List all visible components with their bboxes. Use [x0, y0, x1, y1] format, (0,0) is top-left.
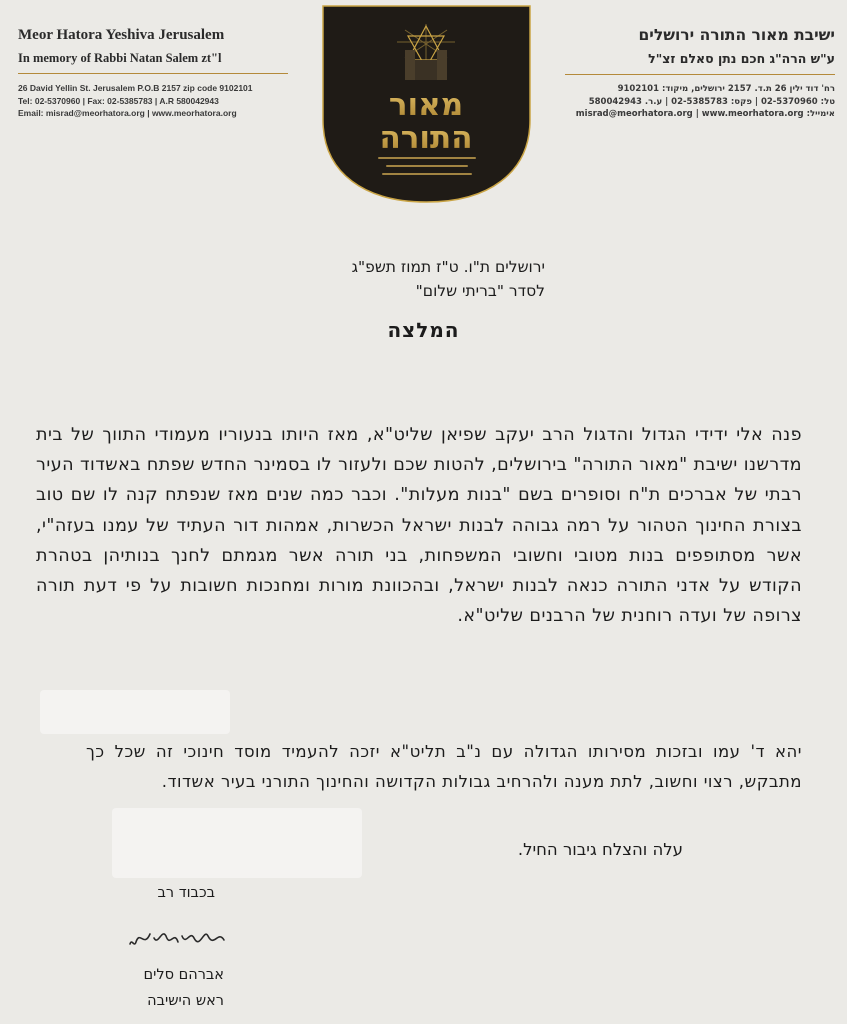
phone-hebrew: טל: 02-5370960 | פקס: 02-5385783 | ע.ר. 580042943	[588, 96, 835, 107]
institution-name-hebrew: ישיבת מאור התורה ירושלים	[638, 26, 835, 44]
letter-regards: בכבוד רב	[157, 885, 215, 901]
letter-paragraph: פנה אלי ידידי הגדול והדגול הרב יעקב שפיאן שליט"א, מאז היותו בנעוריו מעמודי התווך של בית מדרשנו ישיבת "מאור התורה" בירושלים, להטות שכם ולעזור לו בסמינר החדש שפתח באשדוד העיר רבתי של אברכים ת"ח וסופרים בשם "בנות מעלות". וכבר כמה שנים מאז שנפתח קנה לו שם טוב בצורת החינוך הטהור על רמה גבוהה לבנות ישראל הכשרות, אמהות דור העתיד של עמנו בעזה"י, אשר מסתופפים בנות מטובי וחשובי המשפחות, בני תורה אשר מגמתם לחנך בנותיהן בטהרת הקודש על אדני התורה כנאה לבנות ישראל, ובהכוונת מורות ומחנכות חשובות על פי דעת תורה צרופה של ועדה רוחנית של הרבנים שליט"א.	[36, 425, 802, 627]
logo-text-line2: התורה	[379, 120, 473, 156]
phone-english: Tel: 02-5370960 | Fax: 02-5385783 | A.R 580042943	[18, 95, 219, 106]
letterhead-english	[18, 26, 308, 120]
memorial-line-hebrew: ע"ש הרה"ג חכם נתן סאלם זצ"ל	[648, 51, 835, 66]
email-english: Email: misrad@meorhatora.org | www.meorhatora.org	[18, 108, 237, 118]
date-and-addressee	[352, 255, 545, 303]
letter-date: ירושלים ת"ו. ט"ז תמוז תשפ"ג	[351, 258, 545, 276]
letter-title: המלצה	[387, 318, 460, 342]
signer-block	[144, 962, 224, 1014]
header-divider-english	[18, 73, 288, 74]
institution-name-english: Meor Hatora Yeshiva Jerusalem	[18, 27, 225, 43]
signer-title: ראש הישיבה	[147, 993, 224, 1009]
email-hebrew: אימייל: misrad@meorhatora.org | www.meorhatora.org	[575, 109, 835, 119]
memorial-line-english: In memory of Rabbi Natan Salem zt"l	[18, 51, 222, 65]
letter-closing: עלה והצלח גיבור החיל.	[517, 840, 683, 859]
yeshiva-logo	[317, 2, 536, 204]
handwritten-signature	[128, 922, 228, 956]
header-divider-hebrew	[565, 74, 835, 75]
redacted-patch	[40, 690, 230, 734]
logo-text-line1: מאור	[388, 87, 464, 123]
address-english: 26 David Yellin St. Jerusalem P.O.B 2157 zip code 9102101	[18, 83, 253, 93]
letter-paragraph: יהא ד' עמו ובזכות מסירותו הגדולה עם נ"ב תליט"א יזכה להעמיד מוסד חינוכי זה שכל כך מתבקש, רצוי וחשוב, לתת מענה ולהרחיב גבולות הקדושה והחינוך התורני בעיר אשדוד.	[86, 742, 802, 792]
address-hebrew: רח' דוד ילין 26 ת.ד. 2157 ירושלים, מיקוד: 9102101	[617, 84, 835, 94]
signer-name: אברהם סלים	[143, 967, 224, 983]
letterhead-hebrew	[550, 26, 835, 121]
redacted-patch	[112, 808, 362, 878]
letter-addressee: לסדר "בריתי שלום"	[415, 282, 545, 300]
